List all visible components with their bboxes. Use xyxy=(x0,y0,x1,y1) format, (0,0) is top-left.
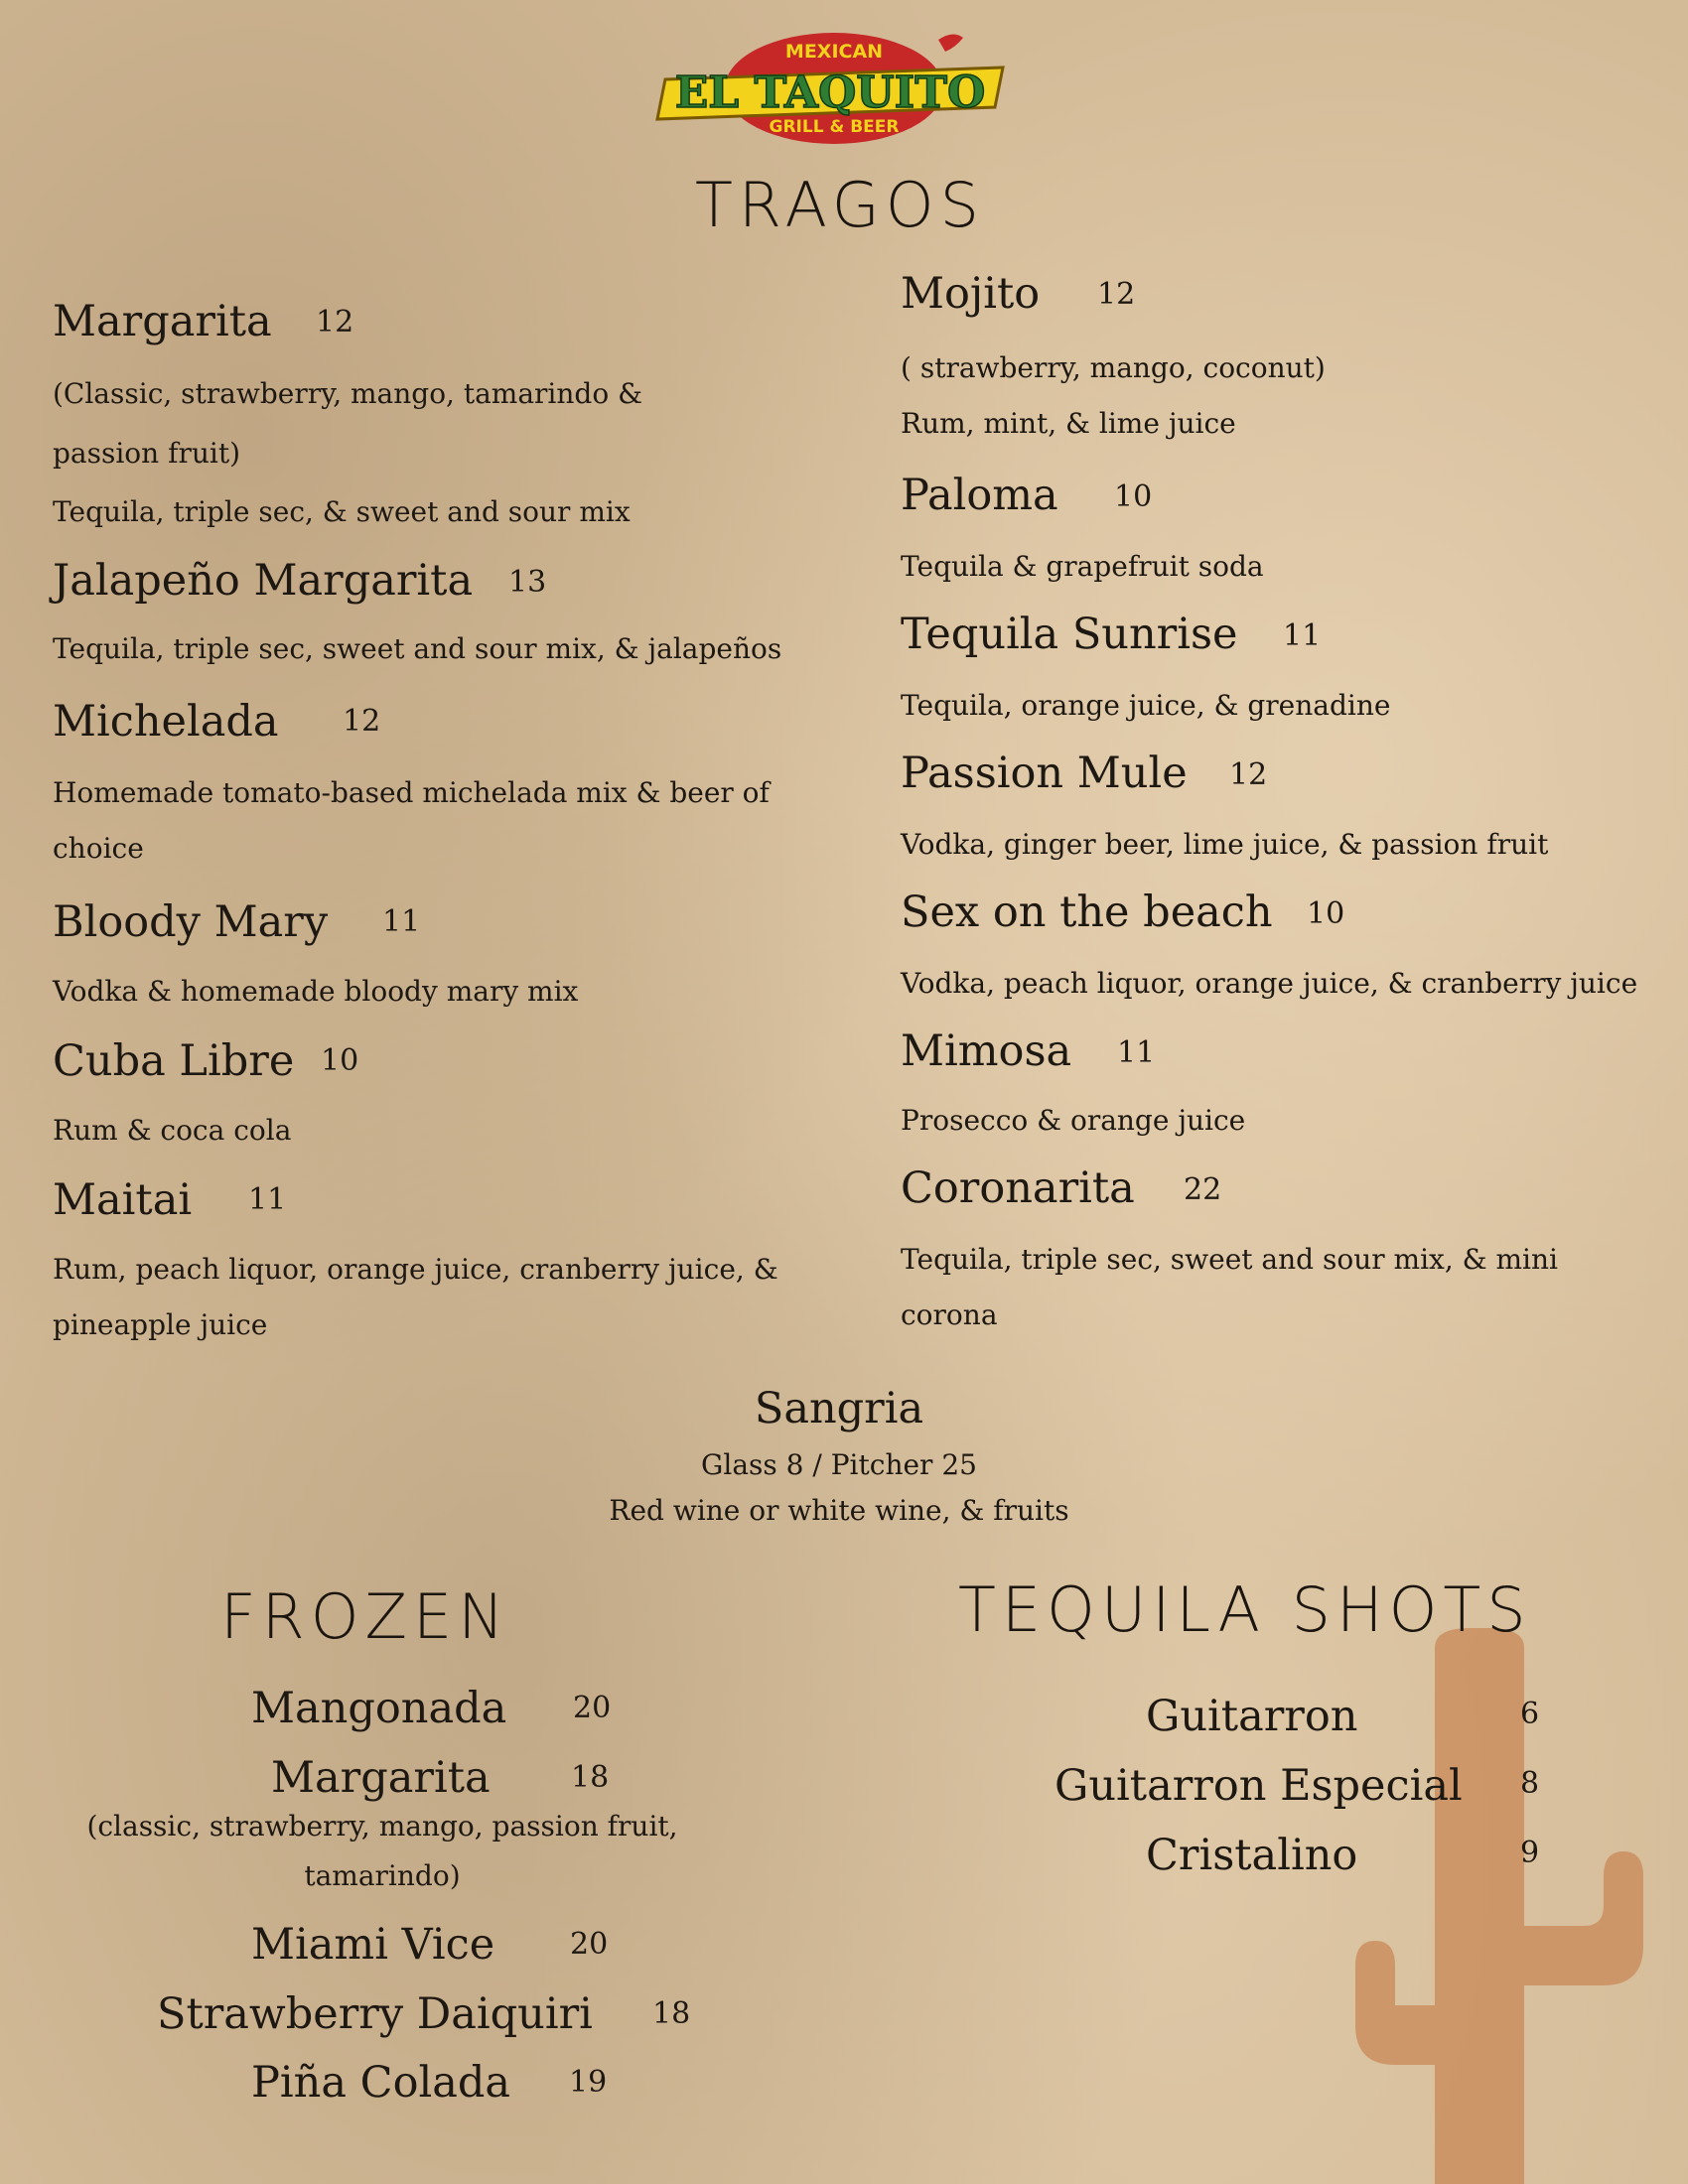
drink-price: 11 xyxy=(382,904,421,939)
frozen-heading: FROZEN xyxy=(220,1580,510,1653)
frozen-note: (classic, strawberry, mango, passion fruit, xyxy=(86,1810,678,1843)
drink-description: Tequila, triple sec, sweet and sour mix, & mini xyxy=(901,1243,1558,1276)
frozen-note: tamarindo) xyxy=(304,1859,461,1892)
drink-description: ( strawberry, mango, coconut) xyxy=(901,351,1326,384)
drink-name: Passion Mule xyxy=(901,749,1188,798)
drink-description: corona xyxy=(901,1298,998,1331)
drink-description: Rum, peach liquor, orange juice, cranberry juice, & xyxy=(53,1253,778,1286)
drink-description: Vodka & homemade bloody mary mix xyxy=(53,975,579,1008)
shot-name: Guitarron Especial xyxy=(1055,1761,1463,1811)
drink-price: 10 xyxy=(321,1043,359,1078)
drink-name: Sex on the beach xyxy=(901,887,1273,937)
drink-description: Vodka, peach liquor, orange juice, & cranberry juice xyxy=(901,967,1638,1000)
shot-name: Guitarron xyxy=(1146,1692,1358,1741)
drink-name: Paloma xyxy=(901,471,1058,520)
drink-price: 12 xyxy=(1097,277,1136,312)
drink-description: Tequila, triple sec, sweet and sour mix, & jalapeños xyxy=(53,632,782,665)
drink-name: Cuba Libre xyxy=(53,1036,295,1086)
cactus-illustration xyxy=(1350,1628,1688,2184)
drink-description: Vodka, ginger beer, lime juice, & passion fruit xyxy=(901,828,1549,861)
drink-name: Tequila Sunrise xyxy=(901,610,1238,659)
drink-description: Homemade tomato-based michelada mix & beer of xyxy=(53,776,770,809)
frozen-name: Piña Colada xyxy=(251,2058,511,2108)
frozen-name: Margarita xyxy=(271,1753,491,1803)
shot-price: 8 xyxy=(1520,1766,1540,1801)
drink-name: Bloody Mary xyxy=(53,897,329,947)
sangria-price: Glass 8 / Pitcher 25 xyxy=(701,1448,977,1481)
sangria-name: Sangria xyxy=(754,1384,924,1433)
tequila-shots-heading: TEQUILA SHOTS xyxy=(958,1573,1532,1646)
el-taquito-logo xyxy=(635,30,1033,147)
drink-name: Margarita xyxy=(53,297,272,346)
drink-description: Tequila, triple sec, & sweet and sour mix xyxy=(53,495,631,528)
frozen-price: 18 xyxy=(652,1996,691,2031)
drink-price: 11 xyxy=(1117,1035,1156,1070)
drink-name: Mimosa xyxy=(901,1026,1072,1076)
drink-price: 10 xyxy=(1307,896,1345,931)
drink-name: Mojito xyxy=(901,269,1041,319)
frozen-name: Miami Vice xyxy=(251,1920,495,1970)
drink-price: 22 xyxy=(1184,1172,1222,1207)
drink-description: Prosecco & orange juice xyxy=(901,1104,1246,1137)
sangria-description: Red wine or white wine, & fruits xyxy=(609,1494,1069,1527)
drink-price: 11 xyxy=(248,1182,287,1217)
drink-description: (Classic, strawberry, mango, tamarindo & xyxy=(53,377,643,410)
frozen-price: 20 xyxy=(570,1927,609,1962)
drink-price: 12 xyxy=(1229,757,1268,792)
shot-name: Cristalino xyxy=(1146,1831,1358,1880)
frozen-name: Strawberry Daiquiri xyxy=(157,1989,593,2039)
tragos-heading: TRAGOS xyxy=(695,169,985,241)
drink-price: 12 xyxy=(316,305,354,340)
drink-description: Rum, mint, & lime juice xyxy=(901,407,1236,440)
shot-price: 6 xyxy=(1520,1697,1540,1731)
drink-name: Coronarita xyxy=(901,1163,1135,1213)
drink-description: Rum & coca cola xyxy=(53,1114,292,1147)
frozen-price: 18 xyxy=(571,1760,610,1795)
logo-top-text: MEXICAN xyxy=(784,41,884,63)
drink-price: 10 xyxy=(1114,479,1153,514)
drink-description: choice xyxy=(53,832,144,865)
frozen-price: 19 xyxy=(569,2065,608,2100)
logo-bottom-text: GRILL & BEER xyxy=(769,117,900,137)
frozen-price: 20 xyxy=(573,1691,612,1725)
drink-description: Tequila & grapefruit soda xyxy=(901,550,1264,583)
drink-price: 12 xyxy=(343,704,381,739)
drink-name: Michelada xyxy=(53,697,279,747)
logo-main-text: EL TAQUITO xyxy=(674,68,986,118)
drink-description: passion fruit) xyxy=(53,437,241,470)
frozen-name: Mangonada xyxy=(251,1684,507,1733)
drink-price: 11 xyxy=(1283,618,1322,653)
drink-name: Maitai xyxy=(53,1175,193,1225)
shot-price: 9 xyxy=(1520,1836,1540,1870)
drink-description: pineapple juice xyxy=(53,1308,268,1341)
drink-price: 13 xyxy=(508,565,547,600)
drink-description: Tequila, orange juice, & grenadine xyxy=(901,689,1391,722)
drink-name: Jalapeño Margarita xyxy=(53,556,474,606)
